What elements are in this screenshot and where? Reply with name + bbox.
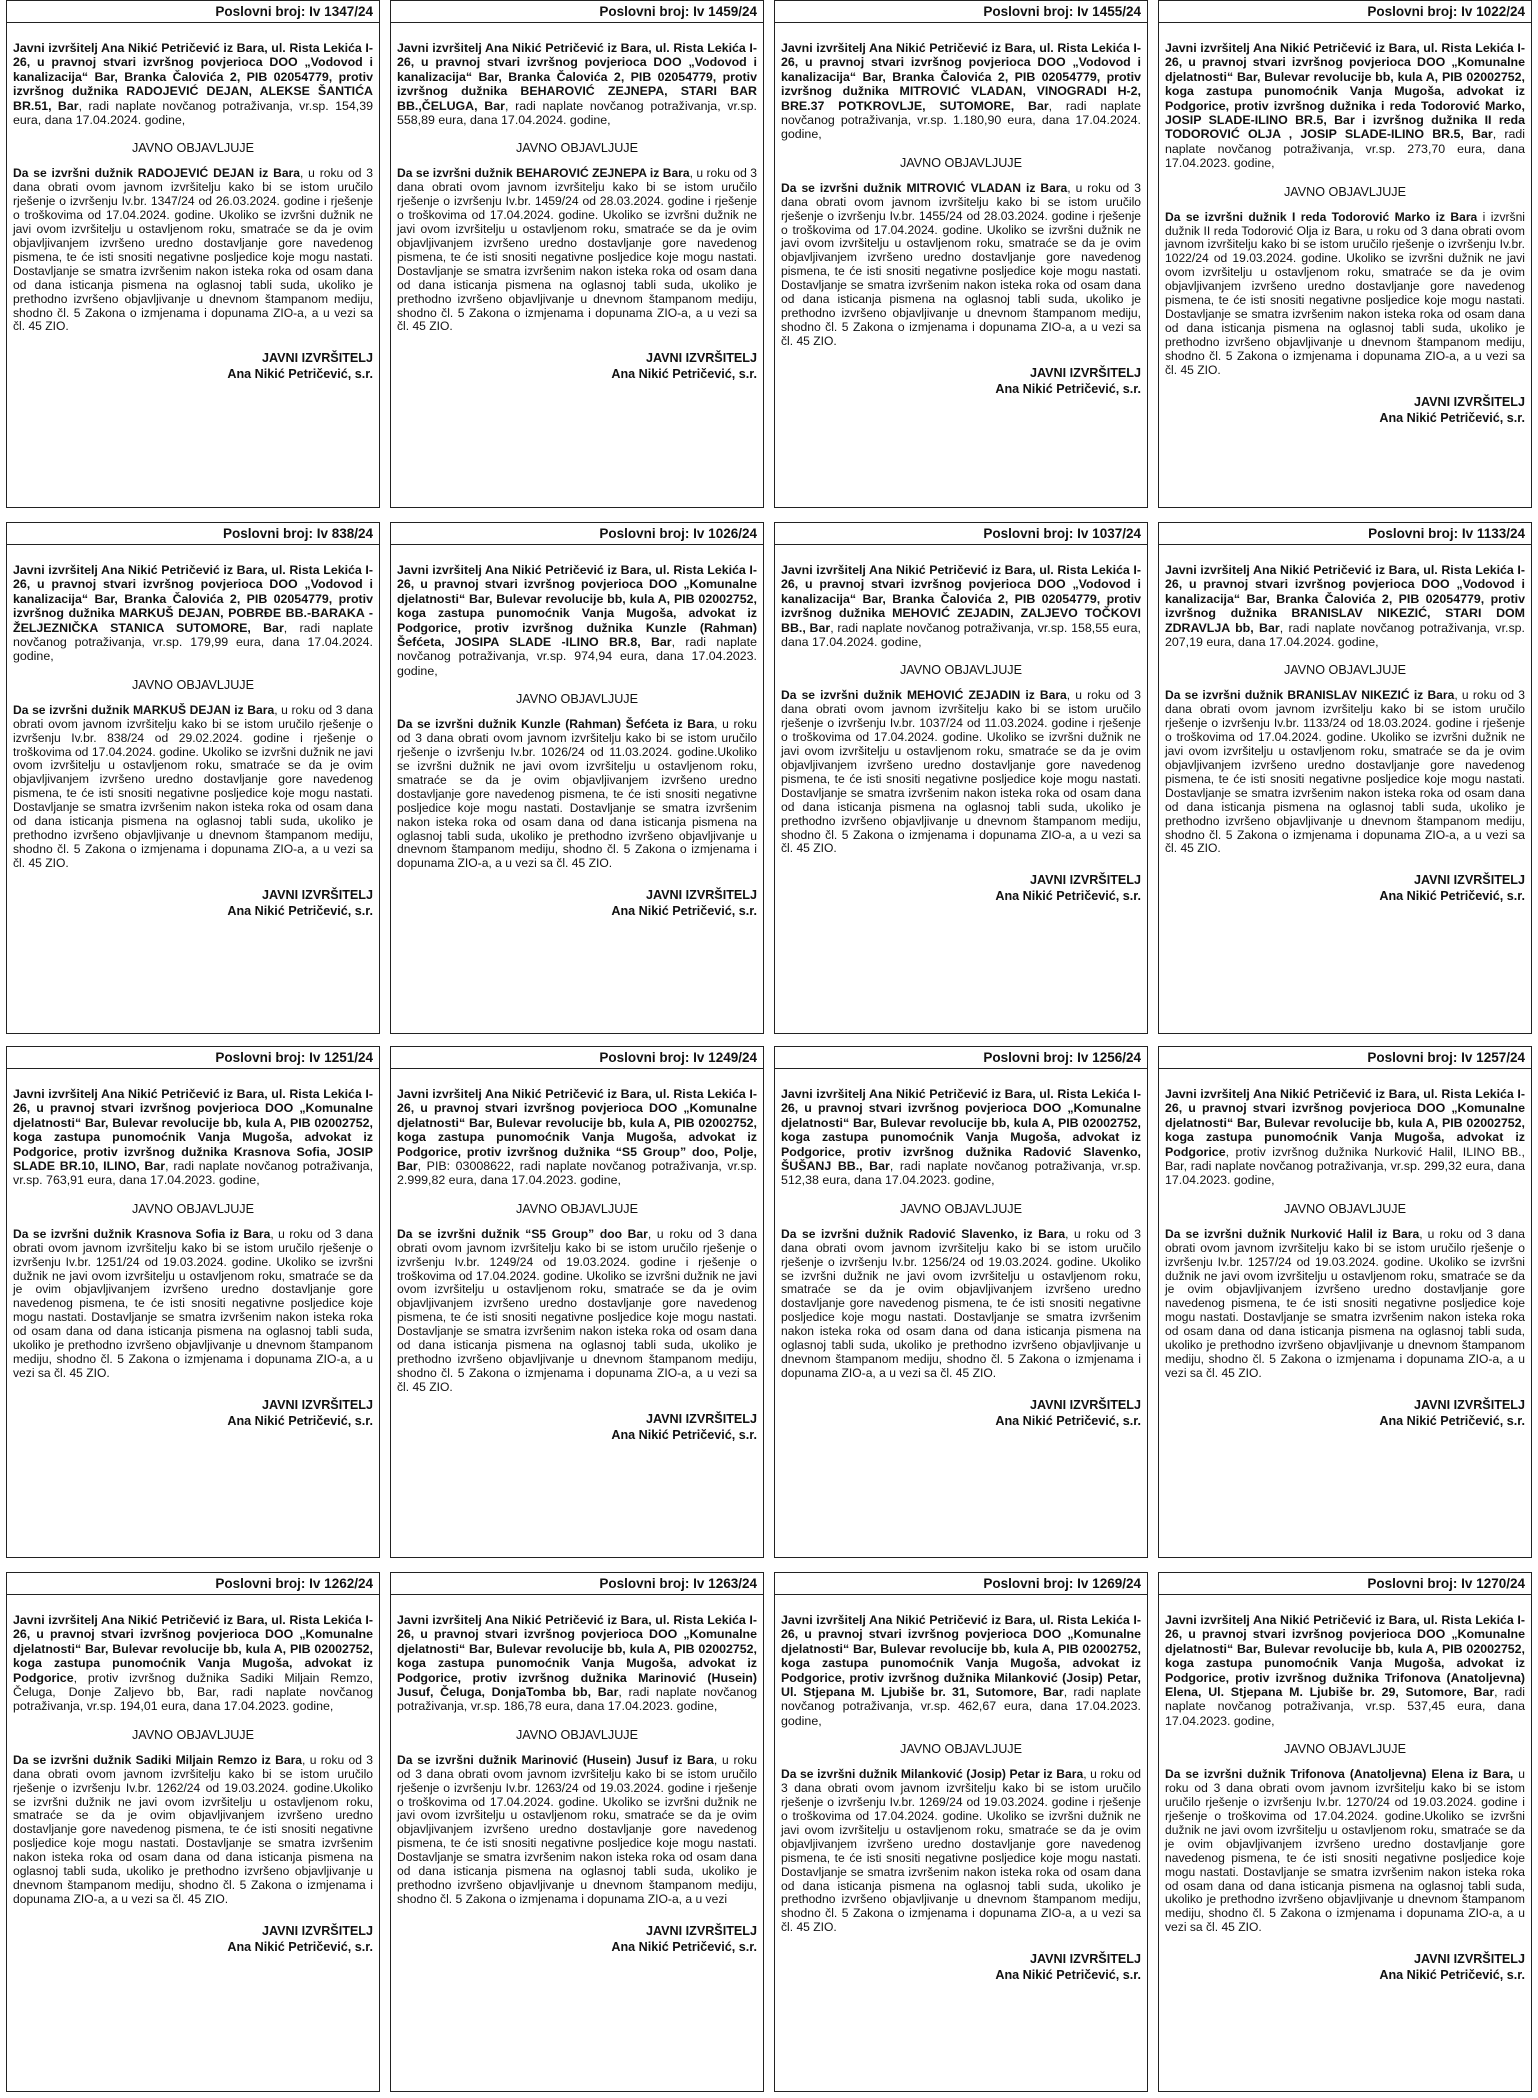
notice-decision-rest: u roku od 3 dana obrati ovom javnom izvršitelju kako bi se istom uručilo rješenje o izvršenju Iv.br. 1270/24 od 19.03.2024. godine i rješenje o troškovima od 17.04.2024. godine.Ukoliko se izvršni dužnik ne javi ovom izvršitelju u ostavljenom roku, smatraće se da je ovim objavljivanjem izvršeno uredno dostavljanje gore navedenog pismena, te će isti snositi negativne posljedice koje mogu nastati. Dostavljanje se smatra izvršenim nakon isteka roka od osam dana od dana isticanja pismena na oglasnoj tabli suda, ukoliko je prethodno izvršeno objavljivanje u dnevnom štampanom mediju, shodno čl. 5 Zakona o izmjenama i dopunama ZIO-a, a u vezi sa čl. 45 ZIO. — [1165, 1767, 1525, 1935]
notice-decision-rest: , u roku od 3 dana obrati ovom javnom izvršitelju kako bi se istom uručilo rješenje o izvršenju Iv.br. 1459/24 od 28.03.2024. godine i rješenje o troškovima od 17.04.2024. godine. Ukoliko se izvršni dužnik ne javi ovom izvršitelju u ostavljenom roku, smatraće se da je ovim objavljivanjem izvršeno uredno dostavljanje gore navedenog pismena, te će isti snositi negativne posljedice koje mogu nastati. Dostavljanje se smatra izvršenim nakon isteka roka od osam dana od dana isticanja pismena na oglasnoj tabli suda, ukoliko je prethodno izvršeno objavljivanje u dnevnom štampanom mediju, shodno čl. 5 Zakona o izmjenama i dopunama ZIO-a, a u vezi sa čl. 45 ZIO. — [397, 166, 757, 334]
notice-box — [6, 522, 380, 1034]
notice-intro-rest: , radi naplate novčanog potraživanja, vr.sp. 763,91 eura, dana 17.04.2023. godine, — [13, 1159, 374, 1188]
case-number: Poslovni broj: Iv 1459/24 — [391, 1, 763, 23]
notice-box — [390, 1572, 764, 2092]
notice-intro-rest: , radi naplate novčanog potraživanja, vr.sp. 207,19 eura, dana 17.04.2024. godine, — [1165, 620, 1525, 650]
notice-intro — [397, 1613, 757, 1714]
notice-intro — [13, 563, 373, 664]
notice-intro-rest: , protiv izvršnog dužnika Sadiki Miljain Remzo, Čeluga, Donje Zaljevo bb, Bar, radi naplate novčanog potraživanja, vr.sp. 194,01 eura, dana 17.04.2023. godine, — [13, 1670, 373, 1714]
notice-decision-rest: , u roku od 3 dana obrati ovom javnom izvršitelju kako bi se istom uručilo rješenje o izvršenju Iv.br. 1251/24 od 19.03.2024. godine. Ukoliko se izvršni dužnik ne javi ovom izvršitelju u ostavljenom roku, smatraće se da je ovim objavljivanjem izvršeno uredno dostavljanje gore navedenog pismena, te će isti snositi negativne posljedice koje mogu nastati. Dostavljanje se smatra izvršenim nakon isteka roka od osam dana od dana isticanja pismena na oglasnoj tabli suda, ukoliko je prethodno izvršeno objavljivanje u dnevnom štampanom mediju, shodno čl. 5 Zakona o izmjenama i dopunama ZIO-a, a u vezi sa čl. 45 ZIO. — [13, 1226, 374, 1380]
notice-decision-rest: i izvršni dužnik II reda Todorović Olja iz Bara, u roku od 3 dana obrati ovom javnom izvršitelju kako bi se istom uručilo rješenje o izvršenju Iv.br. 1022/24 od 19.03.2024. godine. Ukoliko se izvršni dužnik ne javi ovom izvršitelju u ostavljenom roku, smatraće se da je ovim objavljivanjem izvršeno uredno dostavljanje gore navedenog pismena, te će isti snositi negativne posljedice koje mogu nastati. Dostavljanje se smatra izvršenim nakon isteka roka od osam dana od dana isticanja pismena na oglasnoj tabli suda, ukoliko je prethodno izvršeno objavljivanje u dnevnom štampanom mediju, shodno čl. 5 Zakona o izmjenama i dopunama ZIO-a, a u vezi sa čl. 45 ZIO. — [1165, 209, 1525, 377]
notice-box — [1158, 1046, 1532, 1558]
case-number: Poslovni broj: Iv 1347/24 — [7, 1, 379, 23]
notice-heading: JAVNO OBJAVLJUJE — [131, 1727, 254, 1742]
notice-decision-bold: Da se izvršni dužnik Marinović (Husein) Jusuf iz Bara — [397, 1752, 714, 1767]
notice-intro-rest: , radi naplate novčanog potraživanja, vr.sp. 974,94 eura, dana 17.04.2023. godine, — [397, 635, 757, 678]
notice-decision — [1165, 689, 1525, 856]
notice-intro-bold: Javni izvršitelj Ana Nikić Petričević iz Bara, ul. Rista Lekića I-26, u pravnoj stvari izvršnog povjerioca DOO „Vodovod i kanalizacija“ Bar, Branka Čalovića 2, PIB 02054779, protiv izvršnog dužnika MITROVIĆ VLADAN, VINOGRADI H-2, BRE.37 POTKROVLJE, SUTOMORE, Bar — [781, 41, 1141, 113]
notice-intro-bold: Javni izvršitelj Ana Nikić Petričević iz Bara, ul. Rista Lekića I-26, u pravnoj stvari izvršnog povjerioca DOO „Vodovod i kanalizacija“ Bar, Branka Čalovića 2, PIB 02054779, protiv izvršnog dužnika MEHOVIĆ ZEJADIN, ZALJEVO TOČKOVI BB., Bar — [781, 563, 1141, 635]
notice-decision-rest: , u roku od 3 dana obrati ovom javnom izvršitelju kako bi se istom uručilo rješenje o izvršenju Iv.br. 1249/24 od 19.03.2024. godine i rješenje o troškovima od 17.04.2024. godine. Ukoliko se izvršni dužnik ne javi ovom izvršitelju u ostavljenom roku, smatraće se da je ovim objavljivanjem izvršeno uredno dostavljanje gore navedenog pismena, te će isti snositi negativne posljedice koje mogu nastati. Dostavljanje se smatra izvršenim nakon isteka roka od osam dana od dana isticanja pismena na oglasnoj tabli suda, ukoliko je prethodno izvršeno objavljivanje u dnevnom štampanom mediju, shodno čl. 5 Zakona o izmjenama i dopunama ZIO-a, a u vezi sa čl. 45 ZIO. — [397, 1226, 758, 1394]
notice-decision-rest: , u roku od 3 dana obrati ovom javnom izvršitelju kako bi se istom uručilo rješenje o izvršenju Iv.br. 1133/24 od 18.03.2024. godine i rješenje o troškovima od 17.04.2024. godine. Ukoliko se izvršni dužnik ne javi ovom izvršitelju u ostavljenom roku, smatraće se da je ovim objavljivanjem izvršeno uredno dostavljanje gore navedenog pismena, te će isti snositi negativne posljedice koje mogu nastati. Dostavljanje se smatra izvršenim nakon isteka roka od osam dana od dana isticanja pismena na oglasnoj tabli suda, ukoliko je prethodno izvršeno objavljivanje u dnevnom štampanom mediju, shodno čl. 5 Zakona o izmjenama i dopunama ZIO-a, a u vezi sa čl. 45 ZIO. — [1165, 688, 1525, 856]
notice-intro-bold: Javni izvršitelj Ana Nikić Petričević iz Bara, ul. Rista Lekića I-26, u pravnoj stvari izvršnog povjerioca DOO „Vodovod i kanalizacija“ Bar, Branka Čalovića 2, PIB 02054779, protiv izvršnog dužnika MARKUŠ DEJAN, POBRĐE BB.-BARAKA - ŽELJEZNIČKA STANICA SUTOMORE, Bar — [13, 563, 373, 635]
case-number: Poslovni broj: Iv 1270/24 — [1159, 1573, 1531, 1595]
notice-box — [774, 0, 1148, 508]
notice-box — [774, 1046, 1148, 1558]
signature-name: Ana Nikić Petričević, s.r. — [227, 1939, 373, 1954]
notice-heading: JAVNO OBJAVLJUJE — [899, 1201, 1022, 1216]
signature-name: Ana Nikić Petričević, s.r. — [1379, 410, 1525, 425]
notice-heading: JAVNO OBJAVLJUJE — [515, 692, 638, 707]
signature — [781, 1951, 1141, 1983]
notice-heading: JAVNO OBJAVLJUJE — [899, 155, 1022, 170]
notice-intro-rest: , PIB: 03008622, radi naplate novčanog potraživanja, vr.sp. 2.999,82 eura, dana 17.04.2023. godine, — [397, 1159, 757, 1188]
notice-box — [1158, 1572, 1532, 2092]
signature-name: Ana Nikić Petričević, s.r. — [227, 903, 373, 918]
notice-intro-rest: , protiv izvršnog dužnika Nurković Halil, ILINO BB., Bar, radi naplate novčanog potraživanja, vr.sp. 299,32 eura, dana 17.04.2023. godine, — [1165, 1144, 1525, 1188]
case-number: Poslovni broj: Iv 1455/24 — [775, 1, 1147, 23]
notice-decision-rest: , u roku od 3 dana obrati ovom javnom izvršitelju kako bi se istom uručilo rješenje o izvršenju Iv.br. 838/24 od 29.02.2024. godine i rješenje o troškovima od 17.04.2024. godine. Ukoliko se izvršni dužnik ne javi ovom izvršitelju u ostavljenom roku, smatraće se da je ovim objavljivanjem izvršeno uredno dostavljanje gore navedenog pismena, te će isti snositi negativne posljedice koje mogu nastati. Dostavljanje se smatra izvršenim nakon isteka roka od osam dana od dana isticanja pismena na oglasnoj tabli suda, ukoliko je prethodno izvršeno objavljivanje u dnevnom štampanom mediju, shodno čl. 5 Zakona o izmjenama i dopunama ZIO-a, a u vezi sa čl. 45 ZIO. — [13, 702, 373, 870]
notice-decision-bold: Da se izvršni dužnik Kunzle (Rahman) Šefćeta iz Bara — [397, 717, 715, 732]
notice-decision — [13, 704, 373, 871]
notice-heading: JAVNO OBJAVLJUJE — [899, 663, 1022, 678]
notice-decision-bold: Da se izvršni dužnik BEHAROVIĆ ZEJNEPA iz Bara — [397, 166, 690, 181]
notice-intro — [1165, 563, 1525, 649]
signature — [1165, 1951, 1525, 1983]
signature — [781, 872, 1141, 904]
notice-decision-bold: Da se izvršni dužnik Sadiki Miljain Remzo iz Bara — [13, 1752, 303, 1767]
notice-decision-bold: Da se izvršni dužnik BRANISLAV NIKEZIĆ iz Bara — [1165, 688, 1455, 703]
signature — [13, 1923, 373, 1955]
case-number: Poslovni broj: Iv 1262/24 — [7, 1573, 379, 1595]
notice-box — [390, 1046, 764, 1558]
notice-intro-bold: Javni izvršitelj Ana Nikić Petričević iz Bara, ul. Rista Lekića I-26, u pravnoj stvari izvršnog povjerioca DOO „Vodovod i kanalizacija“ Bar, Branka Čalovića 2, PIB 02054779, protiv izvršnog dužnika BRANISLAV NIKEZIĆ, STARI DOM ZDRAVLJA bb, Bar — [1165, 563, 1525, 635]
notice-decision-bold: Da se izvršni dužnik “S5 Group” doo Bar — [397, 1226, 648, 1241]
notice-decision — [781, 1228, 1141, 1381]
signature-title: JAVNI IZVRŠITELJ — [261, 1923, 373, 1938]
signature-name: Ana Nikić Petričević, s.r. — [1379, 1413, 1525, 1428]
case-number: Poslovni broj: Iv 1249/24 — [391, 1047, 763, 1069]
case-number: Poslovni broj: Iv 1133/24 — [1159, 523, 1531, 545]
notice-decision — [781, 1768, 1141, 1935]
notice-decision-rest: , u roku od 3 dana obrati ovom javnom izvršitelju kako bi se istom uručilo rješenje o izvršenju Iv.br. 1256/24 od 19.03.2024. godine. Ukoliko se izvršni dužnik ne javi ovom izvršitelju u ostavljenom roku, smatraće se da je ovim objavljivanjem izvršeno uredno dostavljanje gore navedenog pismena, te će isti snositi negativne posljedice koje mogu nastati. Dostavljanje se smatra izvršenim nakon isteka roka od osam dana od dana isticanja pismena na oglasnoj tabli suda, ukoliko je prethodno izvršeno objavljivanje u dnevnom štampanom mediju, shodno čl. 5 Zakona o izmjenama i dopunama ZIO-a, a u vezi sa čl. 45 ZIO. — [781, 1226, 1142, 1380]
notice-decision — [1165, 211, 1525, 378]
notice-intro — [781, 1613, 1141, 1728]
notice-intro-rest: , radi naplate novčanog potraživanja, vr.sp. 179,99 eura, dana 17.04.2024. godine, — [13, 620, 374, 664]
notice-decision — [397, 718, 757, 871]
signature — [13, 887, 373, 919]
notice-intro — [397, 1087, 757, 1188]
signature — [1165, 1397, 1525, 1429]
case-number: Poslovni broj: Iv 838/24 — [7, 523, 379, 545]
signature-name: Ana Nikić Petričević, s.r. — [227, 367, 373, 382]
notice-intro-bold: Javni izvršitelj Ana Nikić Petričević iz Bara, ul. Rista Lekića I-26, u pravnoj stvari izvršnog povjerioca DOO „Komunalne djelatnosti“ Bar, Bulevar revolucije bb, kula A, PIB 02002752, koga zastupa punomoćnik Vanja Mugoša, advokat iz Podgorice, protiv izvršnog dužnika “S5 Group” doo, Polje, Bar — [397, 1087, 757, 1174]
notice-box — [1158, 0, 1532, 508]
notice-heading: JAVNO OBJAVLJUJE — [1283, 1742, 1406, 1757]
notice-decision-rest: , u roku od 3 dana obrati ovom javnom izvršitelju kako bi se istom uručilo rješenje o izvršenju Iv.br. 1257/24 od 19.03.2024. godine. Ukoliko se izvršni dužnik ne javi ovom izvršitelju u ostavljenom roku, smatraće se da je ovim objavljivanjem izvršeno uredno dostavljanje gore navedenog pismena, te će isti snositi negativne posljedice koje mogu nastati. Dostavljanje se smatra izvršenim nakon isteka roka od osam dana od dana isticanja pismena na oglasnoj tabli suda, ukoliko je prethodno izvršeno objavljivanje u dnevnom štampanom mediju, shodno čl. 5 Zakona o izmjenama i dopunama ZIO-a, a u vezi sa čl. 45 ZIO. — [1165, 1226, 1525, 1380]
notice-intro-rest: , radi naplate novčanog potraživanja, vr.sp. 158,55 eura, dana 17.04.2024. godine, — [781, 620, 1141, 650]
notice-heading: JAVNO OBJAVLJUJE — [515, 141, 638, 156]
notice-intro — [781, 563, 1141, 649]
notice-decision-bold: Da se izvršni dužnik Krasnova Sofia iz Bara — [13, 1226, 271, 1241]
case-number: Poslovni broj: Iv 1037/24 — [775, 523, 1147, 545]
notice-decision — [13, 1754, 373, 1907]
signature-title: JAVNI IZVRŠITELJ — [1029, 365, 1141, 380]
signature-title: JAVNI IZVRŠITELJ — [1413, 1397, 1525, 1412]
signature — [13, 1397, 373, 1429]
notice-intro-bold: Javni izvršitelj Ana Nikić Petričević iz Bara, ul. Rista Lekića I-26, u pravnoj stvari izvršnog povjerioca DOO „Komunalne djelatnosti“ Bar, Bulevar revolucije bb, kula A, PIB 02002752, koga zastupa punomoćnik Vanja Mugoša, advokat iz Podgorice, protiv izvršnog dužnika i reda Todorović Marko, JOSIP SLADE-ILINO BR.5, Bar i izvršnog dužnika II reda TODOROVIĆ OLJA , JOSIP SLADE-ILINO BR.5, Bar — [1165, 41, 1525, 142]
signature — [13, 350, 373, 382]
notice-intro — [1165, 1087, 1525, 1188]
notice-decision-bold: Da se izvršni dužnik RADOJEVIĆ DEJAN iz Bara — [13, 166, 300, 181]
notice-decision — [781, 689, 1141, 856]
notice-intro-bold: Javni izvršitelj Ana Nikić Petričević iz Bara, ul. Rista Lekića I-26, u pravnoj stvari izvršnog povjerioca DOO „Komunalne djelatnosti“ Bar, Bulevar revolucije bb, kula A, PIB 02002752, koga zastupa punomoćnik Vanja Mugoša, advokat iz Podgorice, protiv izvršnog dužnika Trifonova (Anatoljevna) Elena, Ul. Stjepana M. Ljubiše br. 29, Sutomore, Bar — [1165, 1613, 1525, 1700]
notice-intro-bold: Javni izvršitelj Ana Nikić Petričević iz Bara, ul. Rista Lekića I-26, u pravnoj stvari izvršnog povjerioca DOO „Komunalne djelatnosti“ Bar, Bulevar revolucije bb, kula A, PIB 02002752, koga zastupa punomoćnik Vanja Mugoša, advokat iz Podgorice, protiv izvršnog dužnika Marinović (Husein) Jusuf, Čeluga, DonjaTomba bb, Bar — [397, 1613, 757, 1700]
notice-decision — [397, 1228, 757, 1395]
case-number: Poslovni broj: Iv 1256/24 — [775, 1047, 1147, 1069]
notice-intro-rest: , radi naplate novčanog potraživanja, vr.sp. 558,89 eura, dana 17.04.2024. godine, — [397, 98, 757, 128]
signature-title: JAVNI IZVRŠITELJ — [645, 351, 757, 366]
signature — [781, 365, 1141, 397]
signature-name: Ana Nikić Petričević, s.r. — [995, 381, 1141, 396]
signature-name: Ana Nikić Petričević, s.r. — [995, 1968, 1141, 1983]
notice-decision-bold: Da se izvršni dužnik MEHOVIĆ ZEJADIN iz Bara — [781, 688, 1067, 703]
signature — [397, 1411, 757, 1443]
notice-decision — [13, 1228, 373, 1381]
signature — [397, 350, 757, 382]
notice-decision — [397, 167, 757, 334]
signature-title: JAVNI IZVRŠITELJ — [261, 887, 373, 902]
notice-box — [774, 1572, 1148, 2092]
notice-intro-bold: Javni izvršitelj Ana Nikić Petričević iz Bara, ul. Rista Lekića I-26, u pravnoj stvari izvršnog povjerioca DOO „Vodovod i kanalizacija“ Bar, Branka Čalovića 2, PIB 02054779, protiv izvršnog dužnika BEHAROVIĆ ZEJNEPA, STARI BAR BB.,ČELUGA, Bar — [397, 41, 757, 113]
notice-decision-bold: Da se izvršni dužnik MITROVIĆ VLADAN iz Bara — [781, 180, 1068, 195]
signature-name: Ana Nikić Petričević, s.r. — [995, 889, 1141, 904]
case-number: Poslovni broj: Iv 1269/24 — [775, 1573, 1147, 1595]
notice-intro-rest: , radi naplate novčanog potraživanja, vr.sp. 1.180,90 eura, dana 17.04.2024. godine, — [781, 98, 1142, 142]
signature-title: JAVNI IZVRŠITELJ — [645, 888, 757, 903]
notice-intro — [781, 1087, 1141, 1188]
signature — [397, 887, 757, 919]
notice-decision-bold: Da se izvršni dužnik Trifonova (Anatoljevna) Elena iz Bara, — [1165, 1767, 1514, 1782]
signature-name: Ana Nikić Petričević, s.r. — [1379, 1968, 1525, 1983]
signature-name: Ana Nikić Petričević, s.r. — [995, 1413, 1141, 1428]
notice-intro-bold: Javni izvršitelj Ana Nikić Petričević iz Bara, ul. Rista Lekića I-26, u pravnoj stvari izvršnog povjerioca DOO „Komunalne djelatnosti“ Bar, Bulevar revolucije bb, kula A, PIB 02002752, koga zastupa punomoćnik Vanja Mugoša, advokat iz Podgorice — [1165, 1087, 1525, 1159]
signature-title: JAVNI IZVRŠITELJ — [1029, 873, 1141, 888]
notice-intro — [397, 563, 757, 678]
notice-box — [1158, 522, 1532, 1034]
notice-decision-rest: , u roku od 3 dana obrati ovom javnom izvršitelju kako bi se istom uručilo rješenje o izvršenju Iv.br. 1455/24 od 28.03.2024. godine i rješenje o troškovima od 17.04.2024. godine. Ukoliko se izvršni dužnik ne javi ovom izvršitelju u ostavljenom roku, smatraće se da je ovim objavljivanjem izvršeno uredno dostavljanje gore navedenog pismena, te će isti snositi negativne posljedice koje mogu nastati. Dostavljanje se smatra izvršenim nakon isteka roka od osam dana od dana isticanja pismena na oglasnoj tabli suda, ukoliko je prethodno izvršeno objavljivanje u dnevnom štampanom mediju, shodno čl. 5 Zakona o izmjenama i dopunama ZIO-a, a u vezi sa čl. 45 ZIO. — [781, 180, 1141, 348]
notice-intro — [13, 1087, 373, 1188]
signature-title: JAVNI IZVRŠITELJ — [261, 1397, 373, 1412]
signature-name: Ana Nikić Petričević, s.r. — [611, 367, 757, 382]
signature-title: JAVNI IZVRŠITELJ — [261, 351, 373, 366]
notice-intro-rest: , radi naplate novčanog potraživanja, vr.sp. 512,38 eura, dana 17.04.2023. godine, — [781, 1159, 1142, 1188]
notice-heading: JAVNO OBJAVLJUJE — [131, 677, 254, 692]
case-number: Poslovni broj: Iv 1026/24 — [391, 523, 763, 545]
signature-name: Ana Nikić Petričević, s.r. — [611, 904, 757, 919]
notice-decision-bold: Da se izvršni dužnik Nurković Halil iz Bara — [1165, 1226, 1420, 1241]
notice-intro-bold: Javni izvršitelj Ana Nikić Petričević iz Bara, ul. Rista Lekića I-26, u pravnoj stvari izvršnog povjerioca DOO „Komunalne djelatnosti“ Bar, Bulevar revolucije bb, kula A, PIB 02002752, koga zastupa punomoćnik Vanja Mugoša, advokat iz Podgorice, protiv izvršnog dužnika Krasnova Sofia, JOSIP SLADE BR.10, ILINO, Bar — [13, 1087, 373, 1174]
notice-box — [390, 0, 764, 508]
signature-title: JAVNI IZVRŠITELJ — [1413, 394, 1525, 409]
notice-intro-rest: , radi naplate novčanog potraživanja, vr.sp. 462,67 eura, dana 17.04.2023. godine, — [781, 1685, 1141, 1728]
notice-intro — [781, 41, 1141, 142]
notice-decision-bold: Da se izvršni dužnik Milanković (Josip) Petar iz Bara — [781, 1767, 1084, 1782]
notice-intro — [1165, 41, 1525, 171]
notice-intro — [397, 41, 757, 127]
notice-intro-bold: Javni izvršitelj Ana Nikić Petričević iz Bara, ul. Rista Lekića I-26, u pravnoj stvari izvršnog povjerioca DOO „Komunalne djelatnosti“ Bar, Bulevar revolucije bb, kula A, PIB 02002752, koga zastupa punomoćnik Vanja Mugoša, advokat iz Podgorice, protiv izvršnog dužnika Kunzle (Rahman) Šefćeta, JOSIPA SLADE -ILINO BR.8, Bar — [397, 563, 757, 650]
notice-decision — [1165, 1768, 1525, 1935]
notice-intro-bold: Javni izvršitelj Ana Nikić Petričević iz Bara, ul. Rista Lekića I-26, u pravnoj stvari izvršnog povjerioca DOO „Komunalne djelatnosti“ Bar, Bulevar revolucije bb, kula A, PIB 02002752, koga zastupa punomoćnik Vanja Mugoša, advokat iz Podgorice, protiv izvršnog dužnika Milanković (Josip) Petar, Ul. Stjepana M. Ljubiše br. 31, Sutomore, Bar — [781, 1613, 1141, 1700]
notice-heading: JAVNO OBJAVLJUJE — [1283, 663, 1406, 678]
signature — [397, 1923, 757, 1955]
notice-heading: JAVNO OBJAVLJUJE — [899, 1742, 1022, 1757]
notice-decision-bold: Da se izvršni dužnik Radović Slavenko, iz Bara — [781, 1226, 1066, 1241]
notice-decision — [13, 167, 373, 334]
signature — [781, 1397, 1141, 1429]
signature-name: Ana Nikić Petričević, s.r. — [227, 1413, 373, 1428]
notice-decision-rest: , u roku od 3 dana obrati ovom javnom izvršitelju kako bi se istom uručilo rješenje o izvršenju Iv.br. 1347/24 od 26.03.2024. godine i rješenje o troškovima od 17.04.2024. godine. Ukoliko se izvršni dužnik ne javi ovom izvršitelju u ostavljenom roku, smatraće se da je ovim objavljivanjem izvršeno uredno dostavljanje gore navedenog pismena, te će isti snositi negativne posljedice koje mogu nastati. Dostavljanje se smatra izvršenim nakon isteka roka od osam dana od dana isticanja pismena na oglasnoj tabli suda, ukoliko je prethodno izvršeno objavljivanje u dnevnom štampanom mediju, shodno čl. 5 Zakona o izmjenama i dopunama ZIO-a, a u vezi sa čl. 45 ZIO. — [13, 166, 373, 334]
notice-decision-rest: , u roku od 3 dana obrati ovom javnom izvršitelju kako bi se istom uručilo rješenje o izvršenju Iv.br. 1026/24 od 11.03.2024. godine.Ukoliko se izvršni dužnik ne javi ovom izvršitelju u ostavljenom roku, smatraće se da je ovim objavljivanjem izvršeno uredno dostavljanje gore navedenog pismena, te će isti snositi negativne posljedice koje mogu nastati. Dostavljanje se smatra izvršenim nakon isteka roka od osam dana od dana isticanja pismena na oglasnoj tabli suda, ukoliko je prethodno izvršeno objavljivanje u dnevnom štampanom mediju, shodno čl. 5 Zakona o izmjenama i dopunama ZIO-a, a u vezi sa čl. 45 ZIO. — [397, 717, 757, 871]
notice-box — [390, 522, 764, 1034]
notice-intro-bold: Javni izvršitelj Ana Nikić Petričević iz Bara, ul. Rista Lekića I-26, u pravnoj stvari izvršnog povjerioca DOO „Komunalne djelatnosti“ Bar, Bulevar revolucije bb, kula A, PIB 02002752, koga zastupa punomoćnik Vanja Mugoša, advokat iz Podgorice, protiv izvršnog dužnika Radović Slavenko, ŠUŠANJ BB., Bar — [781, 1087, 1141, 1174]
notice-heading: JAVNO OBJAVLJUJE — [1283, 1201, 1406, 1216]
notice-intro-bold: Javni izvršitelj Ana Nikić Petričević iz Bara, ul. Rista Lekića I-26, u pravnoj stvari izvršnog povjerioca DOO „Komunalne djelatnosti“ Bar, Bulevar revolucije bb, kula A, PIB 02002752, koga zastupa punomoćnik Vanja Mugoša, advokat iz Podgorice — [13, 1613, 373, 1685]
case-number: Poslovni broj: Iv 1263/24 — [391, 1573, 763, 1595]
case-number: Poslovni broj: Iv 1257/24 — [1159, 1047, 1531, 1069]
notice-intro-rest: , radi naplate novčanog potraživanja, vr.sp. 537,45 eura, dana 17.04.2023. godine, — [1165, 1685, 1525, 1728]
notice-intro-rest: , radi naplate novčanog potraživanja, vr.sp. 273,70 eura, dana 17.04.2023. godine, — [1165, 127, 1526, 171]
notice-intro-rest: , radi naplate novčanog potraživanja, vr.sp. 154,39 eura, dana 17.04.2024. godine, — [13, 98, 373, 128]
signature-title: JAVNI IZVRŠITELJ — [645, 1411, 757, 1426]
notice-decision — [781, 182, 1141, 349]
signature-name: Ana Nikić Petričević, s.r. — [611, 1427, 757, 1442]
notice-intro — [1165, 1613, 1525, 1728]
notice-heading: JAVNO OBJAVLJUJE — [515, 1201, 638, 1216]
notice-intro — [13, 41, 373, 127]
notice-box — [774, 522, 1148, 1034]
notice-intro-bold: Javni izvršitelj Ana Nikić Petričević iz Bara, ul. Rista Lekića I-26, u pravnoj stvari izvršnog povjerioca DOO „Vodovod i kanalizacija“ Bar, Branka Čalovića 2, PIB 02054779, protiv izvršnog dužnika RADOJEVIĆ DEJAN, ALEKSE ŠANTIĆA BR.51, Bar — [13, 41, 373, 113]
notice-box — [6, 0, 380, 508]
notice-heading: JAVNO OBJAVLJUJE — [1283, 184, 1406, 199]
notice-grid — [6, 0, 1532, 2098]
signature-title: JAVNI IZVRŠITELJ — [1029, 1952, 1141, 1967]
notice-heading: JAVNO OBJAVLJUJE — [131, 1201, 254, 1216]
notice-decision-rest: , u roku od 3 dana obrati ovom javnom izvršitelju kako bi se istom uručilo rješenje o izvršenju Iv.br. 1263/24 od 19.03.2024. godine i rješenje o troškovima od 17.04.2024. godine. Ukoliko se izvršni dužnik ne javi ovom izvršitelju u ostavljenom roku, smatraće se da je ovim objavljivanjem izvršeno uredno dostavljanje gore navedenog pismena, te će isti snositi negativne posljedice koje mogu nastati. Dostavljanje se smatra izvršenim nakon isteka roka od osam dana od dana isticanja pismena na oglasnoj tabli suda, ukoliko je prethodno izvršeno objavljivanje u dnevnom štampanom mediju, shodno čl. 5 Zakona o izmjenama i dopunama ZIO-a, a u vezi — [397, 1752, 757, 1906]
notice-box — [6, 1572, 380, 2092]
signature-title: JAVNI IZVRŠITELJ — [1029, 1397, 1141, 1412]
case-number: Poslovni broj: Iv 1251/24 — [7, 1047, 379, 1069]
signature-name: Ana Nikić Petričević, s.r. — [1379, 889, 1525, 904]
signature-name: Ana Nikić Petričević, s.r. — [611, 1939, 757, 1954]
notice-decision-rest: , u roku od 3 dana obrati ovom javnom izvršitelju kako bi se istom uručilo rješenje o izvršenju Iv.br. 1269/24 od 19.03.2024. godine i rješenje o troškovima od 17.04.2024. godine. Ukoliko se izvršni dužnik ne javi ovom izvršitelju u ostavljenom roku, smatraće se da je ovim objavljivanjem izvršeno uredno dostavljanje gore navedenog pismena, te će isti snositi negativne posljedice koje mogu nastati. Dostavljanje se smatra izvršenim nakon isteka roka od osam dana od dana isticanja pismena na oglasnoj tabli suda, ukoliko je prethodno izvršeno objavljivanje u dnevnom štampanom mediju, shodno čl. 5 Zakona o izmjenama i dopunama ZIO-a, a u vezi sa čl. 45 ZIO. — [781, 1767, 1141, 1935]
notice-intro — [13, 1613, 373, 1714]
notice-decision-rest: , u roku od 3 dana obrati ovom javnom izvršitelju kako bi se istom uručilo rješenje o izvršenju Iv.br. 1037/24 od 11.03.2024. godine i rješenje o troškovima od 17.04.2024. godine. Ukoliko se izvršni dužnik ne javi ovom izvršitelju u ostavljenom roku, smatraće se da je ovim objavljivanjem izvršeno uredno dostavljanje gore navedenog pismena, te će isti snositi negativne posljedice koje mogu nastati. Dostavljanje se smatra izvršenim nakon isteka roka od osam dana od dana isticanja pismena na oglasnoj tabli suda, ukoliko je prethodno izvršeno objavljivanje u dnevnom štampanom mediju, shodno čl. 5 Zakona o izmjenama i dopunama ZIO-a, a u vezi sa čl. 45 ZIO. — [781, 688, 1141, 856]
signature — [1165, 872, 1525, 904]
signature-title: JAVNI IZVRŠITELJ — [645, 1923, 757, 1938]
notice-decision-rest: , u roku od 3 dana obrati ovom javnom izvršitelju kako bi se istom uručilo rješenje o izvršenju Iv.br. 1262/24 od 19.03.2024. godine.Ukoliko se izvršni dužnik ne javi ovom izvršitelju u ostavljenom roku, smatraće se da je ovim objavljivanjem izvršeno uredno dostavljanje gore navedenog pismena, te će isti snositi negativne posljedice koje mogu nastati. Dostavljanje se smatra izvršenim nakon isteka roka od osam dana od dana isticanja pismena na oglasnoj tabli suda, ukoliko je prethodno izvršeno objavljivanje u dnevnom štampanom mediju, shodno čl. 5 Zakona o izmjenama i dopunama ZIO-a, a u vezi sa čl. 45 ZIO. — [13, 1752, 373, 1906]
case-number: Poslovni broj: Iv 1022/24 — [1159, 1, 1531, 23]
notice-decision-bold: Da se izvršni dužnik MARKUŠ DEJAN iz Bara — [13, 702, 275, 717]
signature-title: JAVNI IZVRŠITELJ — [1413, 1952, 1525, 1967]
signature-title: JAVNI IZVRŠITELJ — [1413, 873, 1525, 888]
notice-decision-bold: Da se izvršni dužnik I reda Todorović Marko iz Bara — [1165, 209, 1478, 224]
notice-intro-rest: , radi naplate novčanog potraživanja, vr.sp. 186,78 eura, dana 17.04.2023. godine, — [397, 1685, 757, 1714]
notice-box — [6, 1046, 380, 1558]
notice-decision — [1165, 1228, 1525, 1381]
notice-decision — [397, 1754, 757, 1907]
notice-heading: JAVNO OBJAVLJUJE — [131, 141, 254, 156]
signature — [1165, 394, 1525, 426]
notice-heading: JAVNO OBJAVLJUJE — [515, 1727, 638, 1742]
